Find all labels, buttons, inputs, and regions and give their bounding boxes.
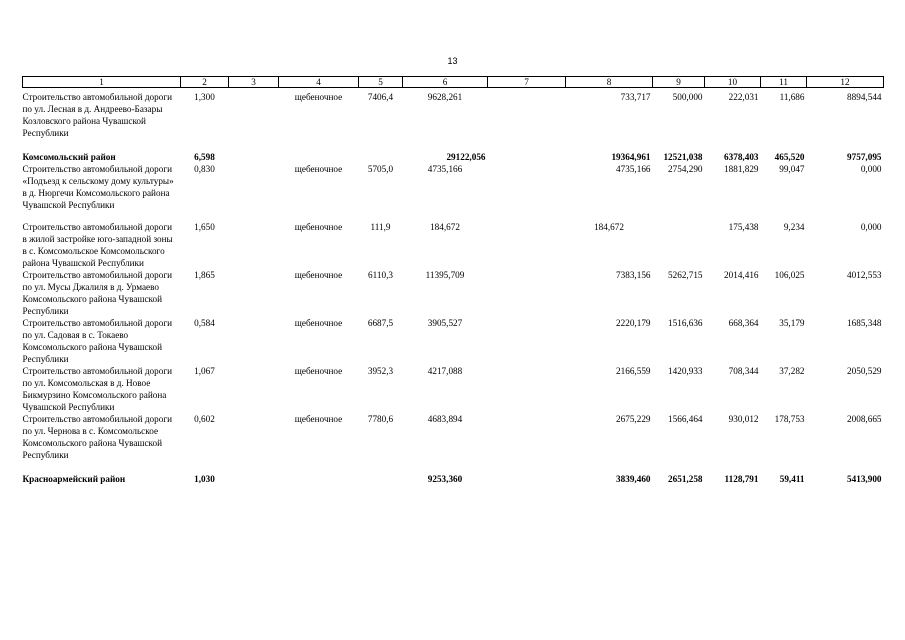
length-cell: 6,598 bbox=[194, 152, 215, 162]
table-cell: 3839,460 bbox=[616, 474, 651, 484]
table-cell bbox=[488, 461, 566, 485]
table-cell: 465,520 bbox=[774, 152, 805, 162]
table-cell bbox=[229, 365, 279, 413]
table-cell: 184,672 bbox=[430, 222, 460, 232]
table-cell bbox=[488, 413, 566, 461]
table-cell: 1420,933 bbox=[668, 366, 703, 376]
surface-type-cell: щебеночное bbox=[294, 222, 343, 232]
table-cell: 9253,360 bbox=[427, 474, 463, 484]
length-cell: 1,650 bbox=[194, 222, 215, 232]
table-cell: 178,753 bbox=[774, 414, 805, 424]
table-cell: 222,031 bbox=[728, 92, 759, 102]
table-cell: 19364,961 bbox=[611, 152, 651, 162]
table-cell: 175,438 bbox=[728, 222, 759, 232]
column-header: 9 bbox=[653, 77, 705, 88]
table-cell bbox=[653, 211, 705, 269]
table-cell: 1685,348 bbox=[847, 318, 882, 328]
table-cell bbox=[488, 365, 566, 413]
table-cell: 7406,4 bbox=[367, 92, 394, 102]
table-cell: 9628,261 bbox=[427, 92, 463, 102]
table-cell bbox=[488, 139, 566, 163]
district-name-cell: Красноармейский район bbox=[22, 474, 126, 484]
table-cell: 1516,636 bbox=[668, 318, 703, 328]
table-cell bbox=[229, 413, 279, 461]
table-cell: 500,000 bbox=[672, 92, 703, 102]
column-header: 3 bbox=[229, 77, 279, 88]
table-cell: 4012,553 bbox=[847, 270, 882, 280]
table-cell: 2220,179 bbox=[616, 318, 651, 328]
table-cell: 11,686 bbox=[779, 92, 805, 102]
header-row bbox=[23, 77, 884, 88]
table-cell: 111,9 bbox=[370, 222, 391, 232]
table-cell: 2014,416 bbox=[724, 270, 759, 280]
table-row bbox=[23, 269, 884, 317]
table-cell: 29122,056 bbox=[446, 152, 486, 162]
table-cell: 106,025 bbox=[774, 270, 805, 280]
length-cell: 0,602 bbox=[194, 414, 215, 424]
length-cell: 1,030 bbox=[194, 474, 215, 484]
table-cell: 2008,665 bbox=[847, 414, 882, 424]
column-header: 7 bbox=[488, 77, 566, 88]
surface-type-cell: щебеночное bbox=[294, 92, 343, 102]
table-cell: 4735,166 bbox=[616, 164, 651, 174]
table-cell: 7780,6 bbox=[367, 414, 394, 424]
surface-type-cell: щебеночное bbox=[294, 270, 343, 280]
table-cell bbox=[229, 139, 279, 163]
table-cell: 3905,527 bbox=[427, 318, 463, 328]
object-name-cell: Строительство автомобильной дороги «Подъезд к сельскому дому культуры» в д. Нюргечи Комсомольского района Чувашской Республики bbox=[22, 164, 174, 210]
table-cell: 1881,829 bbox=[724, 164, 759, 174]
table-cell bbox=[488, 269, 566, 317]
surface-type-cell: щебеночное bbox=[294, 366, 343, 376]
table-cell: 2166,559 bbox=[616, 366, 651, 376]
surface-type-cell: щебеночное bbox=[294, 318, 343, 328]
table-cell: 4217,088 bbox=[427, 366, 463, 376]
table-cell: 6687,5 bbox=[367, 318, 394, 328]
table-cell bbox=[229, 211, 279, 269]
table-cell: 2050,529 bbox=[847, 366, 882, 376]
object-name-cell: Строительство автомобильной дороги в жилой застройке юго-западной зоны в с. Комсомольское Комсомольского района Чувашской Республики bbox=[22, 222, 173, 268]
table-cell bbox=[229, 88, 279, 140]
object-name-cell: Строительство автомобильной дороги по ул. Чернова в с. Комсомольское Комсомольского района Чувашской Республики bbox=[22, 414, 173, 460]
district-name-cell: Комсомольский район bbox=[22, 152, 116, 162]
table-cell bbox=[488, 163, 566, 211]
table-cell: 733,717 bbox=[620, 92, 651, 102]
column-header: 5 bbox=[359, 77, 403, 88]
district-total-row bbox=[23, 461, 884, 485]
table-cell bbox=[488, 88, 566, 140]
length-cell: 1,300 bbox=[194, 92, 215, 102]
table-cell bbox=[488, 317, 566, 365]
page-number: 13 bbox=[447, 56, 458, 66]
column-header: 12 bbox=[807, 77, 884, 88]
surface-type-cell: щебеночное bbox=[294, 164, 343, 174]
table-cell: 6378,403 bbox=[724, 152, 759, 162]
table-row bbox=[23, 88, 884, 140]
table-row bbox=[23, 317, 884, 365]
table-cell: 9757,095 bbox=[847, 152, 882, 162]
table-cell: 6110,3 bbox=[368, 270, 393, 280]
table-cell bbox=[488, 211, 566, 269]
table-cell: 2651,258 bbox=[668, 474, 703, 484]
table-cell: 2754,290 bbox=[668, 164, 703, 174]
table-row bbox=[23, 365, 884, 413]
table-cell bbox=[359, 139, 403, 163]
table-cell: 3952,3 bbox=[367, 366, 394, 376]
table-cell: 0,000 bbox=[860, 164, 882, 174]
table-cell bbox=[359, 461, 403, 485]
table-row bbox=[23, 413, 884, 461]
surface-type-cell: щебеночное bbox=[294, 414, 343, 424]
table-cell: 2675,229 bbox=[616, 414, 651, 424]
table-cell bbox=[229, 163, 279, 211]
length-cell: 1,067 bbox=[194, 366, 215, 376]
object-name-cell: Строительство автомобильной дороги по ул. Комсомольская в д. Новое Бикмурзино Комсомольского района Чувашской Республики bbox=[22, 366, 173, 412]
object-name-cell: Строительство автомобильной дороги по ул. Садовая в с. Токаево Комсомольского района Чувашской Республики bbox=[22, 318, 173, 364]
length-cell: 1,865 bbox=[194, 270, 215, 280]
column-header: 6 bbox=[403, 77, 488, 88]
object-name-cell: Строительство автомобильной дороги по ул. Лесная в д. Андреево-Базары Козловского района Чувашской Республики bbox=[22, 92, 173, 138]
length-cell: 0,584 bbox=[194, 318, 215, 328]
table-row bbox=[23, 163, 884, 211]
table-cell: 668,364 bbox=[728, 318, 759, 328]
table-cell: 35,179 bbox=[779, 318, 805, 328]
table-cell: 12521,038 bbox=[663, 152, 703, 162]
column-header: 4 bbox=[279, 77, 359, 88]
table-cell: 708,344 bbox=[728, 366, 759, 376]
table-cell: 930,012 bbox=[728, 414, 759, 424]
table-cell: 4735,166 bbox=[427, 164, 463, 174]
table-cell: 184,672 bbox=[594, 222, 624, 232]
table-cell: 59,411 bbox=[779, 474, 805, 484]
table-cell: 99,047 bbox=[779, 164, 805, 174]
surface-type-cell bbox=[279, 461, 359, 485]
table-cell: 37,282 bbox=[779, 366, 805, 376]
table-cell: 7383,156 bbox=[616, 270, 651, 280]
table-cell: 5413,900 bbox=[847, 474, 882, 484]
table-cell: 1566,464 bbox=[668, 414, 703, 424]
table-cell: 4683,894 bbox=[427, 414, 463, 424]
surface-type-cell bbox=[279, 139, 359, 163]
table-cell bbox=[229, 461, 279, 485]
table-cell: 5262,715 bbox=[668, 270, 703, 280]
column-header: 2 bbox=[181, 77, 229, 88]
column-header: 10 bbox=[705, 77, 761, 88]
table-cell: 0,000 bbox=[860, 222, 882, 232]
column-header: 8 bbox=[566, 77, 653, 88]
table-cell bbox=[229, 269, 279, 317]
data-table bbox=[22, 76, 884, 485]
table-row bbox=[23, 211, 884, 269]
table-cell bbox=[229, 317, 279, 365]
table-cell: 8894,544 bbox=[847, 92, 882, 102]
length-cell: 0,830 bbox=[194, 164, 215, 174]
table-cell: 9,234 bbox=[783, 222, 805, 232]
district-total-row bbox=[23, 139, 884, 163]
table-cell: 11395,709 bbox=[425, 270, 465, 280]
table-cell: 1128,791 bbox=[724, 474, 759, 484]
object-name-cell: Строительство автомобильной дороги по ул. Мусы Джалиля в д. Урмаево Комсомольского района Чувашской Республики bbox=[22, 270, 173, 316]
column-header: 1 bbox=[23, 77, 181, 88]
table-cell: 5705,0 bbox=[367, 164, 394, 174]
column-header: 11 bbox=[761, 77, 807, 88]
